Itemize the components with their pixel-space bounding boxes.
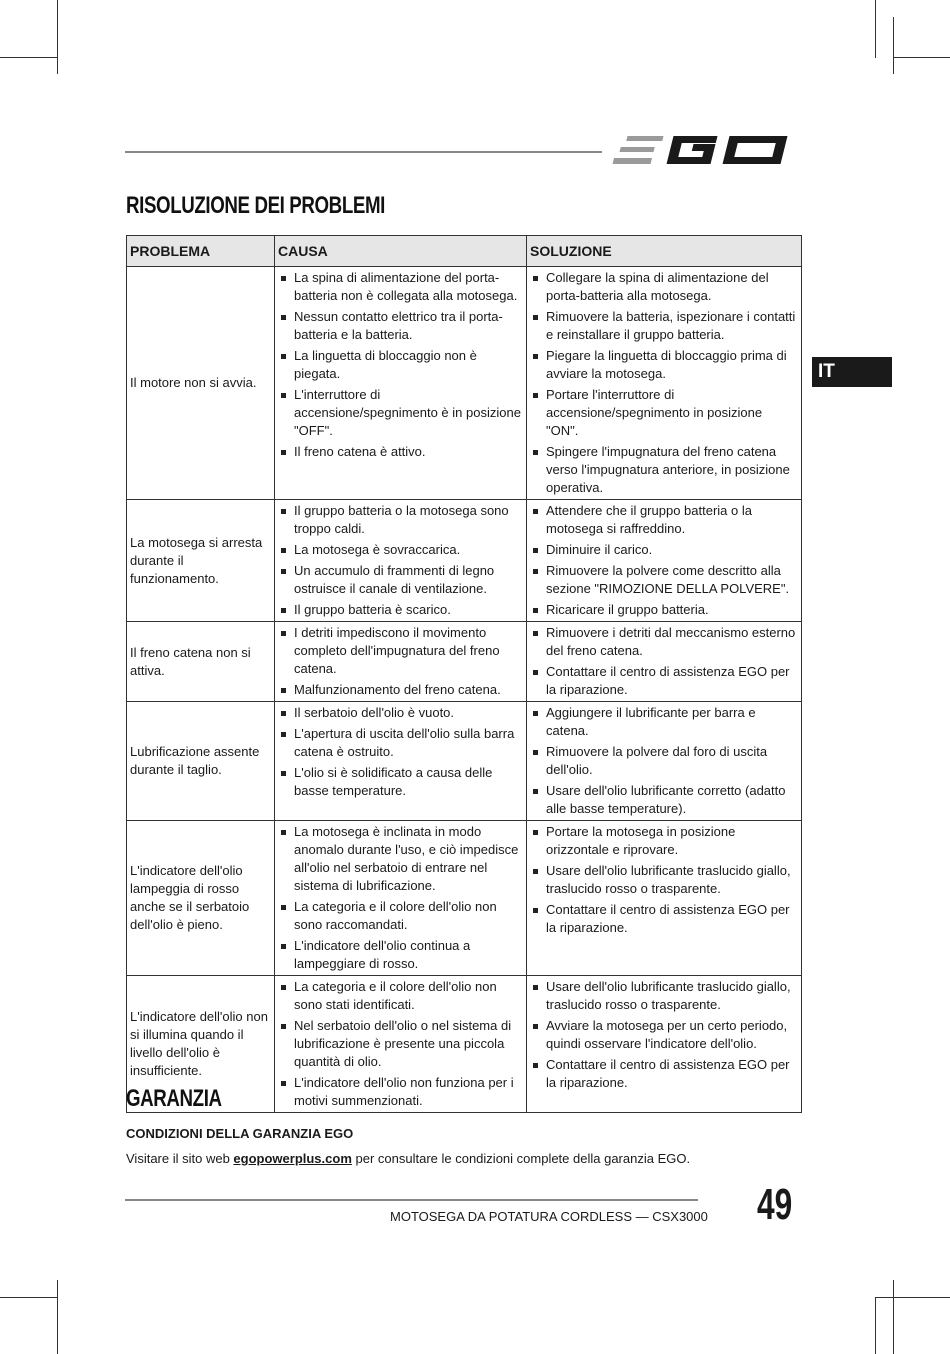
cause-cell — [275, 821, 527, 976]
problem-cell: L'indicatore dell'olio lampeggia di rosso anche se il serbatoio dell'olio è pieno. — [127, 821, 275, 976]
warranty-link[interactable]: egopowerplus.com — [233, 1151, 352, 1166]
solution-item: Rimuovere la batteria, ispezionare i contatti e reinstallare il gruppo batteria. — [530, 308, 798, 344]
solution-item: Contattare il centro di assistenza EGO per la riparazione. — [530, 901, 798, 937]
cause-item: Nel serbatoio dell'olio o nel sistema di lubrificazione è presente una piccola quantità di olio. — [278, 1017, 523, 1071]
column-header-cause: CAUSA — [275, 236, 527, 267]
cause-item: L'apertura di uscita dell'olio sulla barra catena è ostruito. — [278, 725, 523, 761]
cause-item: La motosega è sovraccarica. — [278, 541, 523, 559]
cause-item: L'olio si è solidificato a causa delle basse temperature. — [278, 764, 523, 800]
crop-mark — [875, 0, 876, 58]
warranty-text-before: Visitare il sito web — [126, 1151, 234, 1166]
problem-cell: Il freno catena non si attiva. — [127, 622, 275, 702]
crop-mark — [893, 1280, 894, 1354]
header-rule — [125, 151, 602, 153]
table-row — [127, 976, 802, 1113]
troubleshooting-title: RISOLUZIONE DEI PROBLEMI — [126, 192, 385, 219]
cause-item: La motosega è inclinata in modo anomalo durante l'uso, e ciò impedisce all'olio nel serbatoio di entrare nel sistema di lubrificazione. — [278, 823, 523, 895]
crop-mark — [875, 1297, 950, 1298]
solution-item: Portare l'interruttore di accensione/spegnimento in posizione "ON". — [530, 386, 798, 440]
cause-item: I detriti impediscono il movimento completo dell'impugnatura del freno catena. — [278, 624, 523, 678]
solution-item: Usare dell'olio lubrificante corretto (adatto alle basse temperature). — [530, 782, 798, 818]
cause-cell — [275, 500, 527, 622]
solution-item: Usare dell'olio lubrificante traslucido giallo, traslucido rosso o trasparente. — [530, 978, 798, 1014]
warranty-text — [126, 1151, 690, 1166]
solution-item: Aggiungere il lubrificante per barra e catena. — [530, 704, 798, 740]
crop-mark — [57, 0, 58, 74]
cause-cell — [275, 622, 527, 702]
crop-mark — [875, 1297, 876, 1354]
column-header-problem: PROBLEMA — [127, 236, 275, 267]
cause-item: Nessun contatto elettrico tra il porta-batteria e la batteria. — [278, 308, 523, 344]
solution-item: Collegare la spina di alimentazione del porta-batteria alla motosega. — [530, 269, 798, 305]
table-body — [127, 267, 802, 1113]
table-row — [127, 702, 802, 821]
solution-item: Diminuire il carico. — [530, 541, 798, 559]
solution-item: Rimuovere la polvere dal foro di uscita dell'olio. — [530, 743, 798, 779]
problem-cell: La motosega si arresta durante il funzionamento. — [127, 500, 275, 622]
solution-item: Portare la motosega in posizione orizzontale e riprovare. — [530, 823, 798, 859]
footer-product: MOTOSEGA DA POTATURA CORDLESS — CSX3000 — [390, 1209, 708, 1224]
solution-item: Piegare la linguetta di bloccaggio prima di avviare la motosega. — [530, 347, 798, 383]
cause-item: La categoria e il colore dell'olio non sono raccomandati. — [278, 898, 523, 934]
cause-cell — [275, 267, 527, 500]
solution-item: Spingere l'impugnatura del freno catena verso l'impugnatura anteriore, in posizione operativa. — [530, 443, 798, 497]
footer-rule — [125, 1199, 698, 1201]
problem-cell: Lubrificazione assente durante il taglio. — [127, 702, 275, 821]
solution-cell — [527, 976, 802, 1113]
solution-item: Avviare la motosega per un certo periodo, quindi osservare l'indicatore dell'olio. — [530, 1017, 798, 1053]
column-header-solution: SOLUZIONE — [527, 236, 802, 267]
troubleshooting-table — [126, 235, 802, 1113]
solution-item: Rimuovere la polvere come descritto alla sezione "RIMOZIONE DELLA POLVERE". — [530, 562, 798, 598]
problem-cell: L'indicatore dell'olio non si illumina quando il livello dell'olio è insufficiente. — [127, 976, 275, 1113]
cause-item: Il gruppo batteria o la motosega sono troppo caldi. — [278, 502, 523, 538]
ego-logo — [612, 126, 800, 172]
solution-item: Attendere che il gruppo batteria o la motosega si raffreddino. — [530, 502, 798, 538]
cause-item: L'indicatore dell'olio continua a lampeggiare di rosso. — [278, 937, 523, 973]
crop-mark — [0, 57, 57, 58]
table-row — [127, 821, 802, 976]
warranty-text-after: per consultare le condizioni complete della garanzia EGO. — [351, 1151, 691, 1166]
solution-item: Contattare il centro di assistenza EGO per la riparazione. — [530, 1056, 798, 1092]
warranty-subtitle: CONDIZIONI DELLA GARANZIA EGO — [126, 1126, 354, 1141]
crop-mark — [893, 17, 894, 74]
table-row — [127, 267, 802, 500]
cause-item: Un accumulo di frammenti di legno ostruisce il canale di ventilazione. — [278, 562, 523, 598]
solution-cell — [527, 500, 802, 622]
cause-cell — [275, 702, 527, 821]
problem-cell: Il motore non si avvia. — [127, 267, 275, 500]
cause-item: L'indicatore dell'olio non funziona per i motivi summenzionati. — [278, 1074, 523, 1110]
solution-item: Usare dell'olio lubrificante traslucido giallo, traslucido rosso o trasparente. — [530, 862, 798, 898]
cause-item: Il gruppo batteria è scarico. — [278, 601, 523, 619]
cause-item: L'interruttore di accensione/spegnimento è in posizione "OFF". — [278, 386, 523, 440]
solution-cell — [527, 622, 802, 702]
language-tab: IT — [812, 357, 892, 387]
cause-cell — [275, 976, 527, 1113]
solution-item: Contattare il centro di assistenza EGO per la riparazione. — [530, 663, 798, 699]
table-row — [127, 500, 802, 622]
solution-cell — [527, 702, 802, 821]
table-row — [127, 622, 802, 702]
warranty-title: GARANZIA — [126, 1085, 222, 1112]
cause-item: Il freno catena è attivo. — [278, 443, 523, 461]
solution-cell — [527, 821, 802, 976]
cause-item: La categoria e il colore dell'olio non sono stati identificati. — [278, 978, 523, 1014]
cause-item: La spina di alimentazione del porta-batteria non è collegata alla motosega. — [278, 269, 523, 305]
crop-mark — [893, 57, 950, 58]
cause-item: Il serbatoio dell'olio è vuoto. — [278, 704, 523, 722]
solution-item: Rimuovere i detriti dal meccanismo esterno del freno catena. — [530, 624, 798, 660]
solution-item: Ricaricare il gruppo batteria. — [530, 601, 798, 619]
cause-item: La linguetta di bloccaggio non è piegata. — [278, 347, 523, 383]
table-header-row — [127, 236, 802, 267]
crop-mark — [57, 1280, 58, 1354]
solution-cell — [527, 267, 802, 500]
crop-mark — [0, 1297, 57, 1298]
page-number: 49 — [757, 1180, 793, 1229]
cause-item: Malfunzionamento del freno catena. — [278, 681, 523, 699]
